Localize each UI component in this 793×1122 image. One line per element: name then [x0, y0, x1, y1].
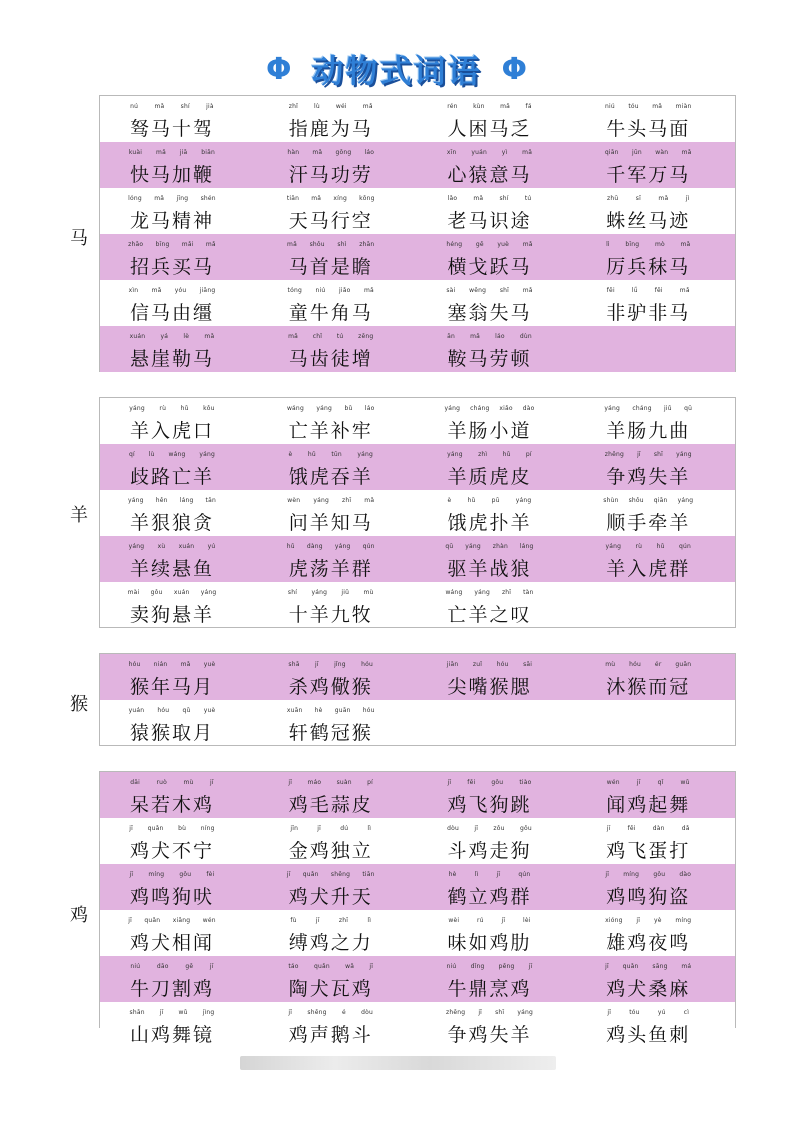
idiom-pinyin: hè lì jī qún [448, 871, 531, 878]
idiom-cell [259, 234, 418, 280]
idiom-cell [259, 188, 418, 234]
idiom-row [100, 772, 735, 818]
section-hou [99, 653, 736, 746]
idiom-word: 鞍马劳顿 [447, 348, 532, 370]
idiom-cell [576, 490, 735, 536]
idiom-word: 牛头马面 [606, 118, 691, 140]
idiom-cell [418, 818, 577, 864]
idiom-cell [259, 490, 418, 536]
idiom-word: 汗马功劳 [288, 164, 373, 186]
idiom-cell [576, 326, 735, 372]
idiom-row [100, 96, 735, 142]
idiom-word: 鸡犬相闻 [129, 932, 214, 954]
idiom-pinyin: wèn yáng zhī mǎ [287, 497, 375, 504]
idiom-cell [418, 956, 577, 1002]
idiom-pinyin: jī quǎn xiāng wén [128, 917, 216, 924]
idiom-word: 呆若木鸡 [129, 794, 214, 816]
idiom-pinyin: zhū sī mǎ jì [606, 195, 690, 202]
idiom-row [100, 864, 735, 910]
idiom-word: 轩鹤冠猴 [288, 722, 373, 744]
idiom-pinyin: dāi ruò mù jī [130, 779, 214, 786]
idiom-cell [576, 444, 735, 490]
idiom-word: 山鸡舞镜 [129, 1024, 214, 1046]
section-label-yang: 羊 [70, 505, 88, 526]
idiom-row [100, 398, 735, 444]
idiom-pinyin: kuài mǎ jiā biān [128, 149, 216, 156]
idiom-cell [576, 582, 735, 628]
idiom-pinyin: yáng rù hǔ kǒu [129, 405, 215, 412]
footer-watermark-bar [240, 1056, 556, 1070]
idiom-word: 塞翁失马 [447, 302, 532, 324]
idiom-cell [418, 234, 577, 280]
idiom-word: 驱羊战狼 [447, 558, 532, 580]
idiom-word: 鹤立鸡群 [447, 886, 532, 908]
idiom-pinyin: wén jī qǐ wǔ [606, 779, 690, 786]
idiom-cell [418, 142, 577, 188]
idiom-pinyin: zhǐ lù wéi mǎ [288, 103, 373, 110]
idiom-word: 天马行空 [288, 210, 373, 232]
idiom-cell [259, 326, 418, 372]
idiom-cell [259, 536, 418, 582]
idiom-word: 驽马十驾 [129, 118, 214, 140]
idiom-cell [576, 700, 735, 746]
idiom-word: 虎荡羊群 [288, 558, 373, 580]
idiom-row [100, 910, 735, 956]
idiom-cell [259, 956, 418, 1002]
section-yang [99, 397, 736, 628]
idiom-cell [576, 864, 735, 910]
idiom-word: 饿虎吞羊 [288, 466, 373, 488]
idiom-pinyin: jī tóu yú cì [607, 1009, 690, 1016]
idiom-cell [259, 772, 418, 818]
idiom-word: 横戈跃马 [447, 256, 532, 278]
idiom-cell [576, 654, 735, 700]
idiom-word: 鸡犬不宁 [129, 840, 214, 862]
idiom-word: 鸡头鱼刺 [606, 1024, 691, 1046]
idiom-pinyin: xīn yuán yì mǎ [446, 149, 533, 156]
idiom-word: 马齿徒增 [288, 348, 373, 370]
idiom-word: 羊肠九曲 [606, 420, 691, 442]
idiom-pinyin: lǎo mǎ shí tú [447, 195, 532, 202]
idiom-word: 老马识途 [447, 210, 532, 232]
idiom-cell [576, 142, 735, 188]
idiom-pinyin: yáng cháng jiǔ qū [604, 405, 693, 412]
idiom-cell [259, 444, 418, 490]
idiom-word: 指鹿为马 [288, 118, 373, 140]
section-ma [99, 95, 736, 372]
idiom-word: 顺手牵羊 [606, 512, 691, 534]
idiom-pinyin: hàn mǎ gōng láo [287, 149, 375, 156]
idiom-word: 马首是瞻 [288, 256, 373, 278]
idiom-pinyin: jī fēi gǒu tiào [447, 779, 532, 786]
idiom-row [100, 490, 735, 536]
idiom-cell [100, 1002, 259, 1048]
idiom-pinyin: jī máo suàn pí [288, 779, 374, 786]
idiom-cell [259, 700, 418, 746]
idiom-word: 尖嘴猴腮 [447, 676, 532, 698]
idiom-word: 快马加鞭 [129, 164, 214, 186]
title-bar [0, 44, 793, 94]
idiom-word: 千军万马 [606, 164, 691, 186]
idiom-word: 斗鸡走狗 [447, 840, 532, 862]
section-label-ji: 鸡 [70, 905, 88, 926]
idiom-word: 羊入虎口 [129, 420, 214, 442]
idiom-pinyin: jī quǎn shēng tiān [286, 871, 375, 878]
idiom-word: 牛鼎烹鸡 [447, 978, 532, 1000]
idiom-word: 人困马乏 [447, 118, 532, 140]
idiom-pinyin: tóng niú jiǎo mǎ [287, 287, 374, 294]
idiom-cell [259, 280, 418, 326]
idiom-pinyin: wèi rú jī lèi [448, 917, 531, 924]
idiom-cell [259, 864, 418, 910]
idiom-cell [418, 490, 577, 536]
idiom-pinyin: shí yáng jiǔ mù [287, 589, 374, 596]
idiom-pinyin: qiān jūn wàn mǎ [604, 149, 692, 156]
idiom-pinyin: sài wēng shī mǎ [446, 287, 533, 294]
idiom-pinyin: lì bīng mò mǎ [606, 241, 691, 248]
idiom-word: 争鸡失羊 [447, 1024, 532, 1046]
idiom-row [100, 280, 735, 326]
idiom-cell [100, 582, 259, 628]
idiom-word: 羊肠小道 [447, 420, 532, 442]
idiom-word: 鸡鸣狗盗 [606, 886, 691, 908]
idiom-pinyin: shā jī jǐng hóu [288, 661, 374, 668]
idiom-pinyin: jī shēng é dòu [288, 1009, 374, 1016]
idiom-row [100, 536, 735, 582]
idiom-word: 十羊九牧 [288, 604, 373, 626]
idiom-cell [576, 956, 735, 1002]
idiom-pinyin: qū yáng zhàn láng [445, 543, 534, 550]
idiom-cell [418, 582, 577, 628]
idiom-cell [418, 188, 577, 234]
idiom-pinyin: mài gǒu xuán yáng [127, 589, 217, 596]
idiom-word: 缚鸡之力 [288, 932, 373, 954]
idiom-word: 金鸡独立 [288, 840, 373, 862]
idiom-pinyin: niú tóu mǎ miàn [604, 103, 692, 110]
idiom-cell [576, 536, 735, 582]
idiom-word: 猴年马月 [129, 676, 214, 698]
idiom-pinyin: hǔ dàng yáng qún [286, 543, 375, 550]
idiom-cell [100, 490, 259, 536]
idiom-word: 卖狗悬羊 [129, 604, 214, 626]
idiom-word: 羊续悬鱼 [129, 558, 214, 580]
idiom-cell [418, 398, 577, 444]
idiom-pinyin: xuān hè guān hóu [286, 707, 375, 714]
idiom-cell [418, 654, 577, 700]
idiom-pinyin: shùn shǒu qiān yáng [603, 497, 694, 504]
idiom-cell [418, 1002, 577, 1048]
idiom-word: 味如鸡肋 [447, 932, 532, 954]
idiom-cell [100, 398, 259, 444]
title-ornament-right-icon: Φ [501, 51, 528, 87]
idiom-pinyin: héng gē yuè mǎ [446, 241, 533, 248]
idiom-cell [100, 326, 259, 372]
idiom-cell [576, 772, 735, 818]
idiom-cell [259, 1002, 418, 1048]
idiom-pinyin: jī míng gǒu fèi [129, 871, 215, 878]
idiom-cell [100, 188, 259, 234]
idiom-pinyin: ān mǎ láo dùn [447, 333, 532, 340]
section-ji [99, 771, 736, 1046]
idiom-pinyin: jī fēi dàn dǎ [606, 825, 690, 832]
idiom-word: 羊狠狼贪 [129, 512, 214, 534]
idiom-cell [418, 536, 577, 582]
idiom-word: 杀鸡儆猴 [288, 676, 373, 698]
idiom-cell [418, 700, 577, 746]
idiom-cell [100, 956, 259, 1002]
idiom-pinyin: jīn jī dú lì [290, 825, 372, 832]
idiom-row [100, 1002, 735, 1048]
idiom-cell [418, 910, 577, 956]
idiom-pinyin: xuán yá lè mǎ [129, 333, 215, 340]
idiom-cell [418, 864, 577, 910]
title-ornament-left-icon: Φ [265, 51, 292, 87]
idiom-word: 悬崖勒马 [129, 348, 214, 370]
idiom-row [100, 188, 735, 234]
idiom-pinyin: è hǔ tūn yáng [288, 451, 374, 458]
idiom-word: 鸡飞狗跳 [447, 794, 532, 816]
idiom-row [100, 818, 735, 864]
idiom-pinyin: yáng zhì hǔ pí [447, 451, 532, 458]
idiom-cell [576, 818, 735, 864]
idiom-row [100, 142, 735, 188]
idiom-cell [259, 910, 418, 956]
idiom-pinyin: yáng hěn láng tān [128, 497, 216, 504]
idiom-cell [259, 96, 418, 142]
idiom-cell [259, 142, 418, 188]
idiom-cell [418, 96, 577, 142]
idiom-word: 歧路亡羊 [129, 466, 214, 488]
idiom-word: 羊入虎群 [606, 558, 691, 580]
idiom-cell [100, 96, 259, 142]
idiom-row [100, 326, 735, 372]
section-label-hou: 猴 [70, 694, 88, 715]
idiom-pinyin: yáng xù xuán yú [128, 543, 216, 550]
idiom-pinyin: mù hóu ér guān [605, 661, 692, 668]
idiom-word: 招兵买马 [129, 256, 214, 278]
idiom-cell [418, 326, 577, 372]
idiom-word: 心猿意马 [447, 164, 532, 186]
idiom-word: 童牛角马 [288, 302, 373, 324]
idiom-pinyin: hóu nián mǎ yuè [128, 661, 216, 668]
idiom-pinyin: mǎ shǒu shì zhān [287, 241, 375, 248]
idiom-pinyin: qí lù wáng yáng [128, 451, 216, 458]
idiom-cell [100, 772, 259, 818]
idiom-cell [100, 910, 259, 956]
idiom-cell [100, 818, 259, 864]
idiom-pinyin: zhāo bīng mǎi mǎ [128, 241, 216, 248]
idiom-word: 饿虎扑羊 [447, 512, 532, 534]
idiom-word: 鸡毛蒜皮 [288, 794, 373, 816]
idiom-word: 争鸡失羊 [606, 466, 691, 488]
idiom-pinyin: zhēng jī shī yáng [604, 451, 692, 458]
idiom-cell [100, 444, 259, 490]
idiom-pinyin: mǎ chǐ tú zēng [288, 333, 374, 340]
idiom-cell [259, 818, 418, 864]
idiom-word: 牛刀割鸡 [129, 978, 214, 1000]
idiom-cell [259, 582, 418, 628]
idiom-pinyin: jī míng gǒu dào [605, 871, 692, 878]
idiom-pinyin: jī quǎn sāng má [605, 963, 692, 970]
idiom-cell [576, 398, 735, 444]
idiom-pinyin: xióng jī yè míng [605, 917, 692, 924]
idiom-cell [100, 700, 259, 746]
idiom-row [100, 700, 735, 746]
idiom-pinyin: tiān mǎ xíng kōng [286, 195, 375, 202]
idiom-word: 蛛丝马迹 [606, 210, 691, 232]
idiom-pinyin: táo quǎn wǎ jī [288, 963, 374, 970]
idiom-word: 亡羊补牢 [288, 420, 373, 442]
idiom-cell [100, 234, 259, 280]
idiom-cell [100, 536, 259, 582]
idiom-word: 鸡鸣狗吠 [129, 886, 214, 908]
idiom-pinyin: wáng yáng zhī tàn [445, 589, 534, 596]
idiom-row [100, 444, 735, 490]
idiom-word: 沐猴而冠 [606, 676, 691, 698]
idiom-cell [259, 398, 418, 444]
idiom-pinyin: nú mǎ shí jià [130, 103, 214, 110]
idiom-cell [100, 142, 259, 188]
idiom-cell [100, 864, 259, 910]
idiom-word: 鸡犬升天 [288, 886, 373, 908]
idiom-word: 厉兵秣马 [606, 256, 691, 278]
idiom-pinyin: jī quǎn bù níng [129, 825, 215, 832]
idiom-row [100, 956, 735, 1002]
idiom-pinyin: è hǔ pū yáng [447, 497, 532, 504]
idiom-cell [576, 188, 735, 234]
idiom-pinyin: rén kùn mǎ fá [447, 103, 532, 110]
idiom-cell [100, 280, 259, 326]
idiom-word: 非驴非马 [606, 302, 691, 324]
idiom-pinyin: lóng mǎ jīng shén [128, 195, 216, 202]
idiom-pinyin: jiān zuǐ hóu sāi [446, 661, 533, 668]
idiom-pinyin: niú dǐng pēng jī [446, 963, 533, 970]
idiom-pinyin: xìn mǎ yóu jiāng [128, 287, 216, 294]
idiom-pinyin: niú dāo gē jī [130, 963, 214, 970]
idiom-word: 龙马精神 [129, 210, 214, 232]
idiom-cell [576, 1002, 735, 1048]
idiom-cell [576, 234, 735, 280]
idiom-word: 信马由缰 [129, 302, 214, 324]
idiom-word: 雄鸡夜鸣 [606, 932, 691, 954]
idiom-cell [418, 444, 577, 490]
idiom-pinyin: fēi lǘ fēi mǎ [606, 287, 690, 294]
idiom-word: 问羊知马 [288, 512, 373, 534]
idiom-cell [576, 96, 735, 142]
idiom-cell [100, 654, 259, 700]
idiom-word: 闻鸡起舞 [606, 794, 691, 816]
idiom-row [100, 234, 735, 280]
idiom-cell [418, 772, 577, 818]
idiom-pinyin: wáng yáng bǔ láo [286, 405, 375, 412]
page-title: 动物式词语 [311, 52, 482, 90]
idiom-pinyin: shān jī wǔ jìng [129, 1009, 215, 1016]
idiom-word: 羊质虎皮 [447, 466, 532, 488]
idiom-pinyin: yáng cháng xiǎo dào [444, 405, 535, 412]
idiom-cell [259, 654, 418, 700]
idiom-pinyin: fù jī zhī lì [290, 917, 372, 924]
idiom-word: 亡羊之叹 [447, 604, 532, 626]
idiom-pinyin: yáng rù hǔ qún [605, 543, 692, 550]
idiom-cell [418, 280, 577, 326]
idiom-pinyin: zhēng jī shī yáng [446, 1009, 533, 1016]
idiom-cell [576, 280, 735, 326]
idiom-word: 鸡飞蛋打 [606, 840, 691, 862]
idiom-cell [576, 910, 735, 956]
idiom-word: 鸡犬桑麻 [606, 978, 691, 1000]
idiom-pinyin: dòu jī zǒu gǒu [447, 825, 532, 832]
idiom-word: 陶犬瓦鸡 [288, 978, 373, 1000]
section-label-ma: 马 [70, 228, 88, 249]
idiom-row [100, 654, 735, 700]
idiom-pinyin: yuán hóu qǔ yuè [128, 707, 216, 714]
idiom-row [100, 582, 735, 628]
idiom-word: 鸡声鹅斗 [288, 1024, 373, 1046]
idiom-word: 猿猴取月 [129, 722, 214, 744]
